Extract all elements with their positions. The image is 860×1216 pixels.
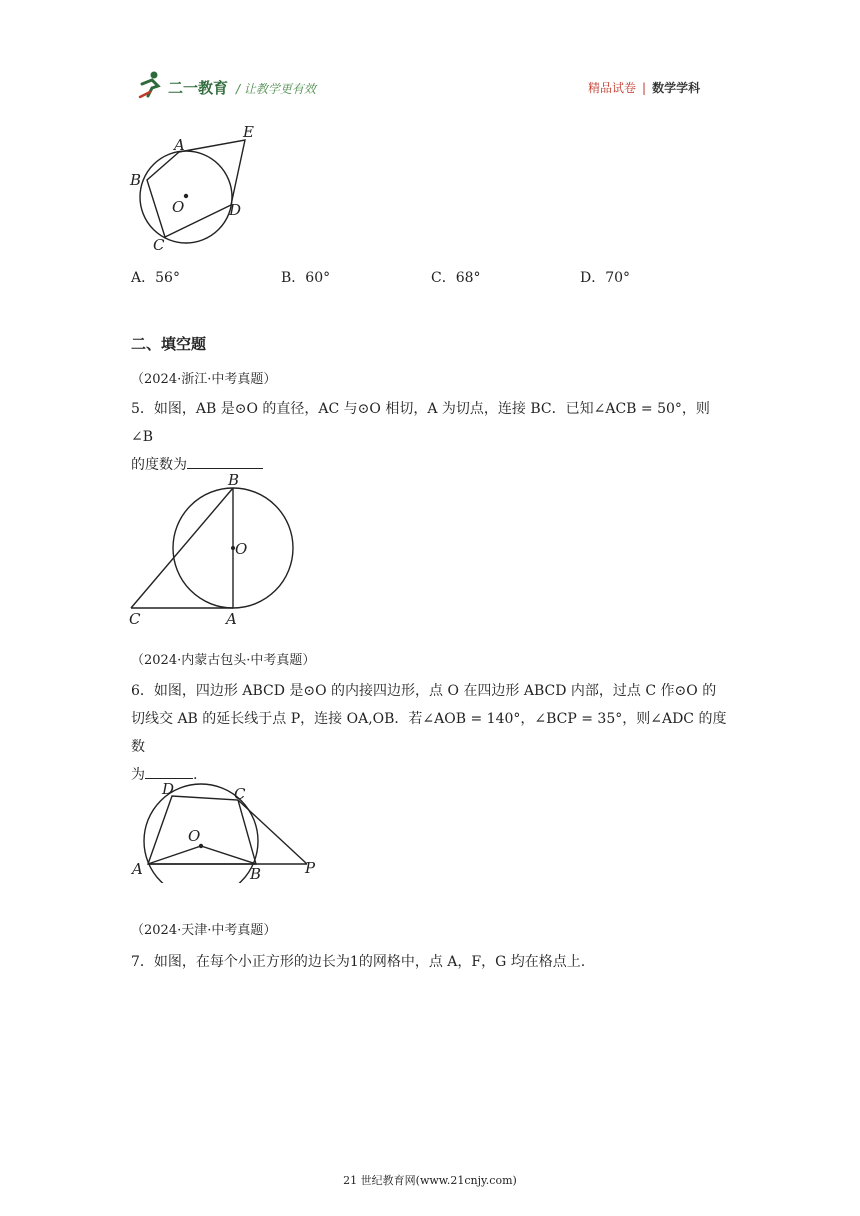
q5-answer-blank[interactable] [187,454,263,469]
center-point [184,194,188,198]
section-title: 二、填空题 [131,335,207,353]
label-A: A [174,136,185,154]
tangent-lines [179,140,245,205]
option-d: D．70° [580,270,631,286]
q7-source: （2024·天津·中考真题） [131,923,277,938]
q6-answer-blank[interactable] [145,764,193,779]
header-right [588,79,700,96]
q6-text [131,677,731,789]
radii-oa-ob [148,846,256,864]
q7-text: 7．如图，在每个小正方形的边长为1的网格中，点 A，F，G 均在格点上. [131,954,586,970]
q5-text [131,395,731,479]
option-a: A．56° [131,270,180,286]
label-O: O [235,540,248,558]
figure-q5 [125,470,305,630]
label-A: A [132,860,143,878]
label-C: C [153,236,165,254]
option-b: B．60° [281,270,331,286]
quad-abcd [148,796,256,864]
q5-line1: 5．如图，AB 是⊙O 的直径，AC 与⊙O 相切，A 为切点，连接 BC．已知∠ACB = 50°，则∠B [131,401,710,445]
figure-q4 [120,118,280,258]
label-O: O [172,198,185,216]
option-c: C．68° [431,270,481,286]
q5-line2: 的度数为 [131,451,731,479]
label-O: O [188,827,201,845]
label-C: C [129,610,141,628]
label-B: B [130,171,142,189]
tangent-cp [238,800,307,864]
label-A: A [226,610,237,628]
label-B: B [250,865,262,883]
label-D: D [229,201,242,219]
footer: 21 世纪教育网(www.21cnjy.com) [343,1174,517,1187]
brand-name: 二一教育 [168,79,229,97]
header [138,70,728,104]
label-P: P [305,859,316,877]
header-separator: | [642,81,647,95]
label-C: C [234,785,246,803]
label-E: E [243,123,254,141]
brand-slogan: / 让教学更有效 [236,82,316,96]
paper-tag: 精品试卷 [588,81,637,95]
q6-line2: 切线交 AB 的延长线于点 P，连接 OA,OB．若∠AOB = 140°，∠BCP = 35°，则∠ADC 的度数 [131,711,727,755]
subject-label: 数学学科 [652,81,701,95]
q6-source: （2024·内蒙古包头·中考真题） [131,653,316,668]
figure-q6 [128,778,328,883]
label-B: B [228,471,240,489]
label-D: D [162,780,175,798]
segment-bc [131,488,233,608]
q6-line1: 6．如图，四边形 ABCD 是⊙O 的内接四边形，点 O 在四边形 ABCD 内部，过点 C 作⊙O 的 [131,683,717,699]
logo-icon [138,70,164,100]
q6-line3: 为 . [131,761,731,789]
q5-source: （2024·浙江·中考真题） [131,372,277,387]
